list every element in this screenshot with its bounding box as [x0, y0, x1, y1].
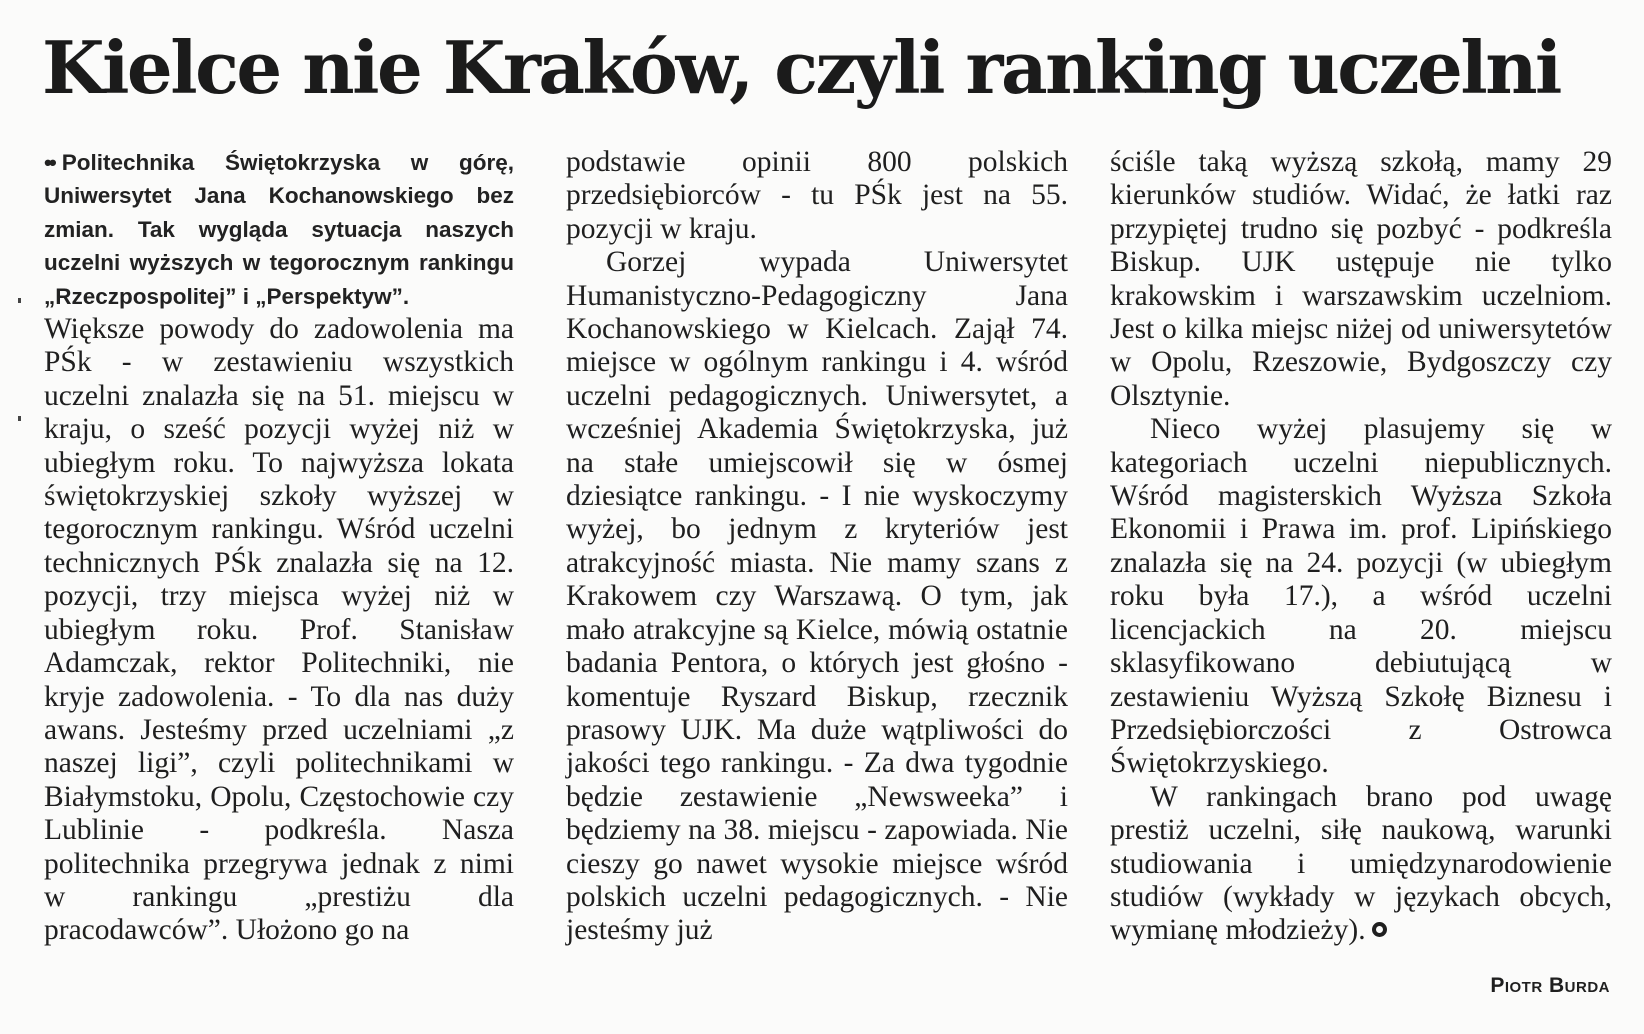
margin-mark	[18, 416, 21, 421]
lead-bullet-icon: ••	[44, 150, 54, 175]
article-column-1	[44, 146, 514, 948]
body-paragraph: Większe powody do zadowolenia ma PŚk - w zestawieniu wszystkich uczelni znalazła się na 51. miejscu w kraju, o sześć pozycji wyżej niż w ubiegłym roku. To najwyższa lokata świętokrzyskiej szkoły wyższej w tegorocznym rankingu. Wśród uczelni technicznych PŚk znalazła się na 12. pozycji, trzy miejsca wyżej niż w ubiegłym roku. Prof. Stanisław Adamczak, rektor Politechniki, nie kryje zadowolenia. - To dla nas duży awans. Jesteśmy przed uczelniami „z naszej ligi”, czyli politechnikami w Białymstoku, Opolu, Częstochowie czy Lublinie - podkreśla. Nasza politechnika przegrywa jednak z nimi w rankingu „prestiżu dla pracodawców”. Ułożono go na	[44, 313, 514, 947]
body-paragraph: Nieco wyżej plasujemy się w kategoriach uczelni niepublicznych. Wśród magisterskich Wyższa Szkoła Ekonomii i Prawa im. prof. Lipińskiego znalazła się na 24. pozycji (w ubiegłym roku była 17.), a wśród uczelni licencjackich na 20. miejscu sklasyfikowano debiutującą w zestawieniu Wyższą Szkołę Biznesu i Przedsiębiorczości z Ostrowca Świętokrzyskiego.	[1110, 413, 1612, 780]
lead-text: Politechnika Świętokrzyska w górę, Uniwersytet Jana Kochanowskiego bez zmian. Tak wygląda sytuacja naszych uczelni wyższych w tegorocznym rankingu „Rzeczpospolitej” i „Perspektyw”.	[44, 150, 514, 309]
end-of-article-icon	[1372, 922, 1387, 937]
article-lead	[44, 146, 514, 313]
article-column-3	[1110, 146, 1612, 948]
body-paragraph: ściśle taką wyższą szkołą, mamy 29 kierunków studiów. Widać, że łatki raz przypiętej trudno się pozbyć - podkreśla Biskup. UJK ustępuje nie tylko krakowskim i warszawskim uczelniom. Jest o kilka miejsc niżej od uniwersytetów w Opolu, Rzeszowie, Bydgoszczy czy Olsztynie.	[1110, 146, 1612, 412]
margin-mark	[18, 298, 21, 303]
final-paragraph-text: W rankingach brano pod uwagę prestiż uczelni, siłę naukową, warunki studiowania i umiędzynarodowienie studiów (wykłady w językach obcych, wymianę młodzieży).	[1110, 780, 1612, 947]
body-paragraph-final	[1110, 781, 1612, 948]
body-paragraph: podstawie opinii 800 polskich przedsiębiorców - tu PŚk jest na 55. pozycji w kraju.	[566, 146, 1068, 245]
author-byline: Piotr Burda	[1490, 974, 1610, 997]
article-column-2	[566, 146, 1068, 948]
article-headline: Kielce nie Kraków, czyli ranking uczelni	[42, 25, 1560, 110]
body-paragraph: Gorzej wypada Uniwersytet Humanistyczno-Pedagogiczny Jana Kochanowskiego w Kielcach. Zajął 74. miejsce w ogólnym rankingu i 4. wśród uczelni pedagogicznych. Uniwersytet, a wcześniej Akademia Świętokrzyska, już na stałe umiejscowił się w ósmej dziesiątce rankingu. - I nie wyskoczymy wyżej, bo jednym z kryteriów jest atrakcyjność miasta. Nie mamy szans z Krakowem czy Warszawą. O tym, jak mało atrakcyjne są Kielce, mówią ostatnie badania Pentora, o których jest głośno - komentuje Ryszard Biskup, rzecznik prasowy UJK. Ma duże wątpliwości do jakości tego rankingu. - Za dwa tygodnie będzie zestawienie „Newsweeka” i będziemy na 38. miejscu - zapowiada. Nie cieszy go nawet wysokie miejsce wśród polskich uczelni pedagogicznych. - Nie jesteśmy już	[566, 246, 1068, 947]
